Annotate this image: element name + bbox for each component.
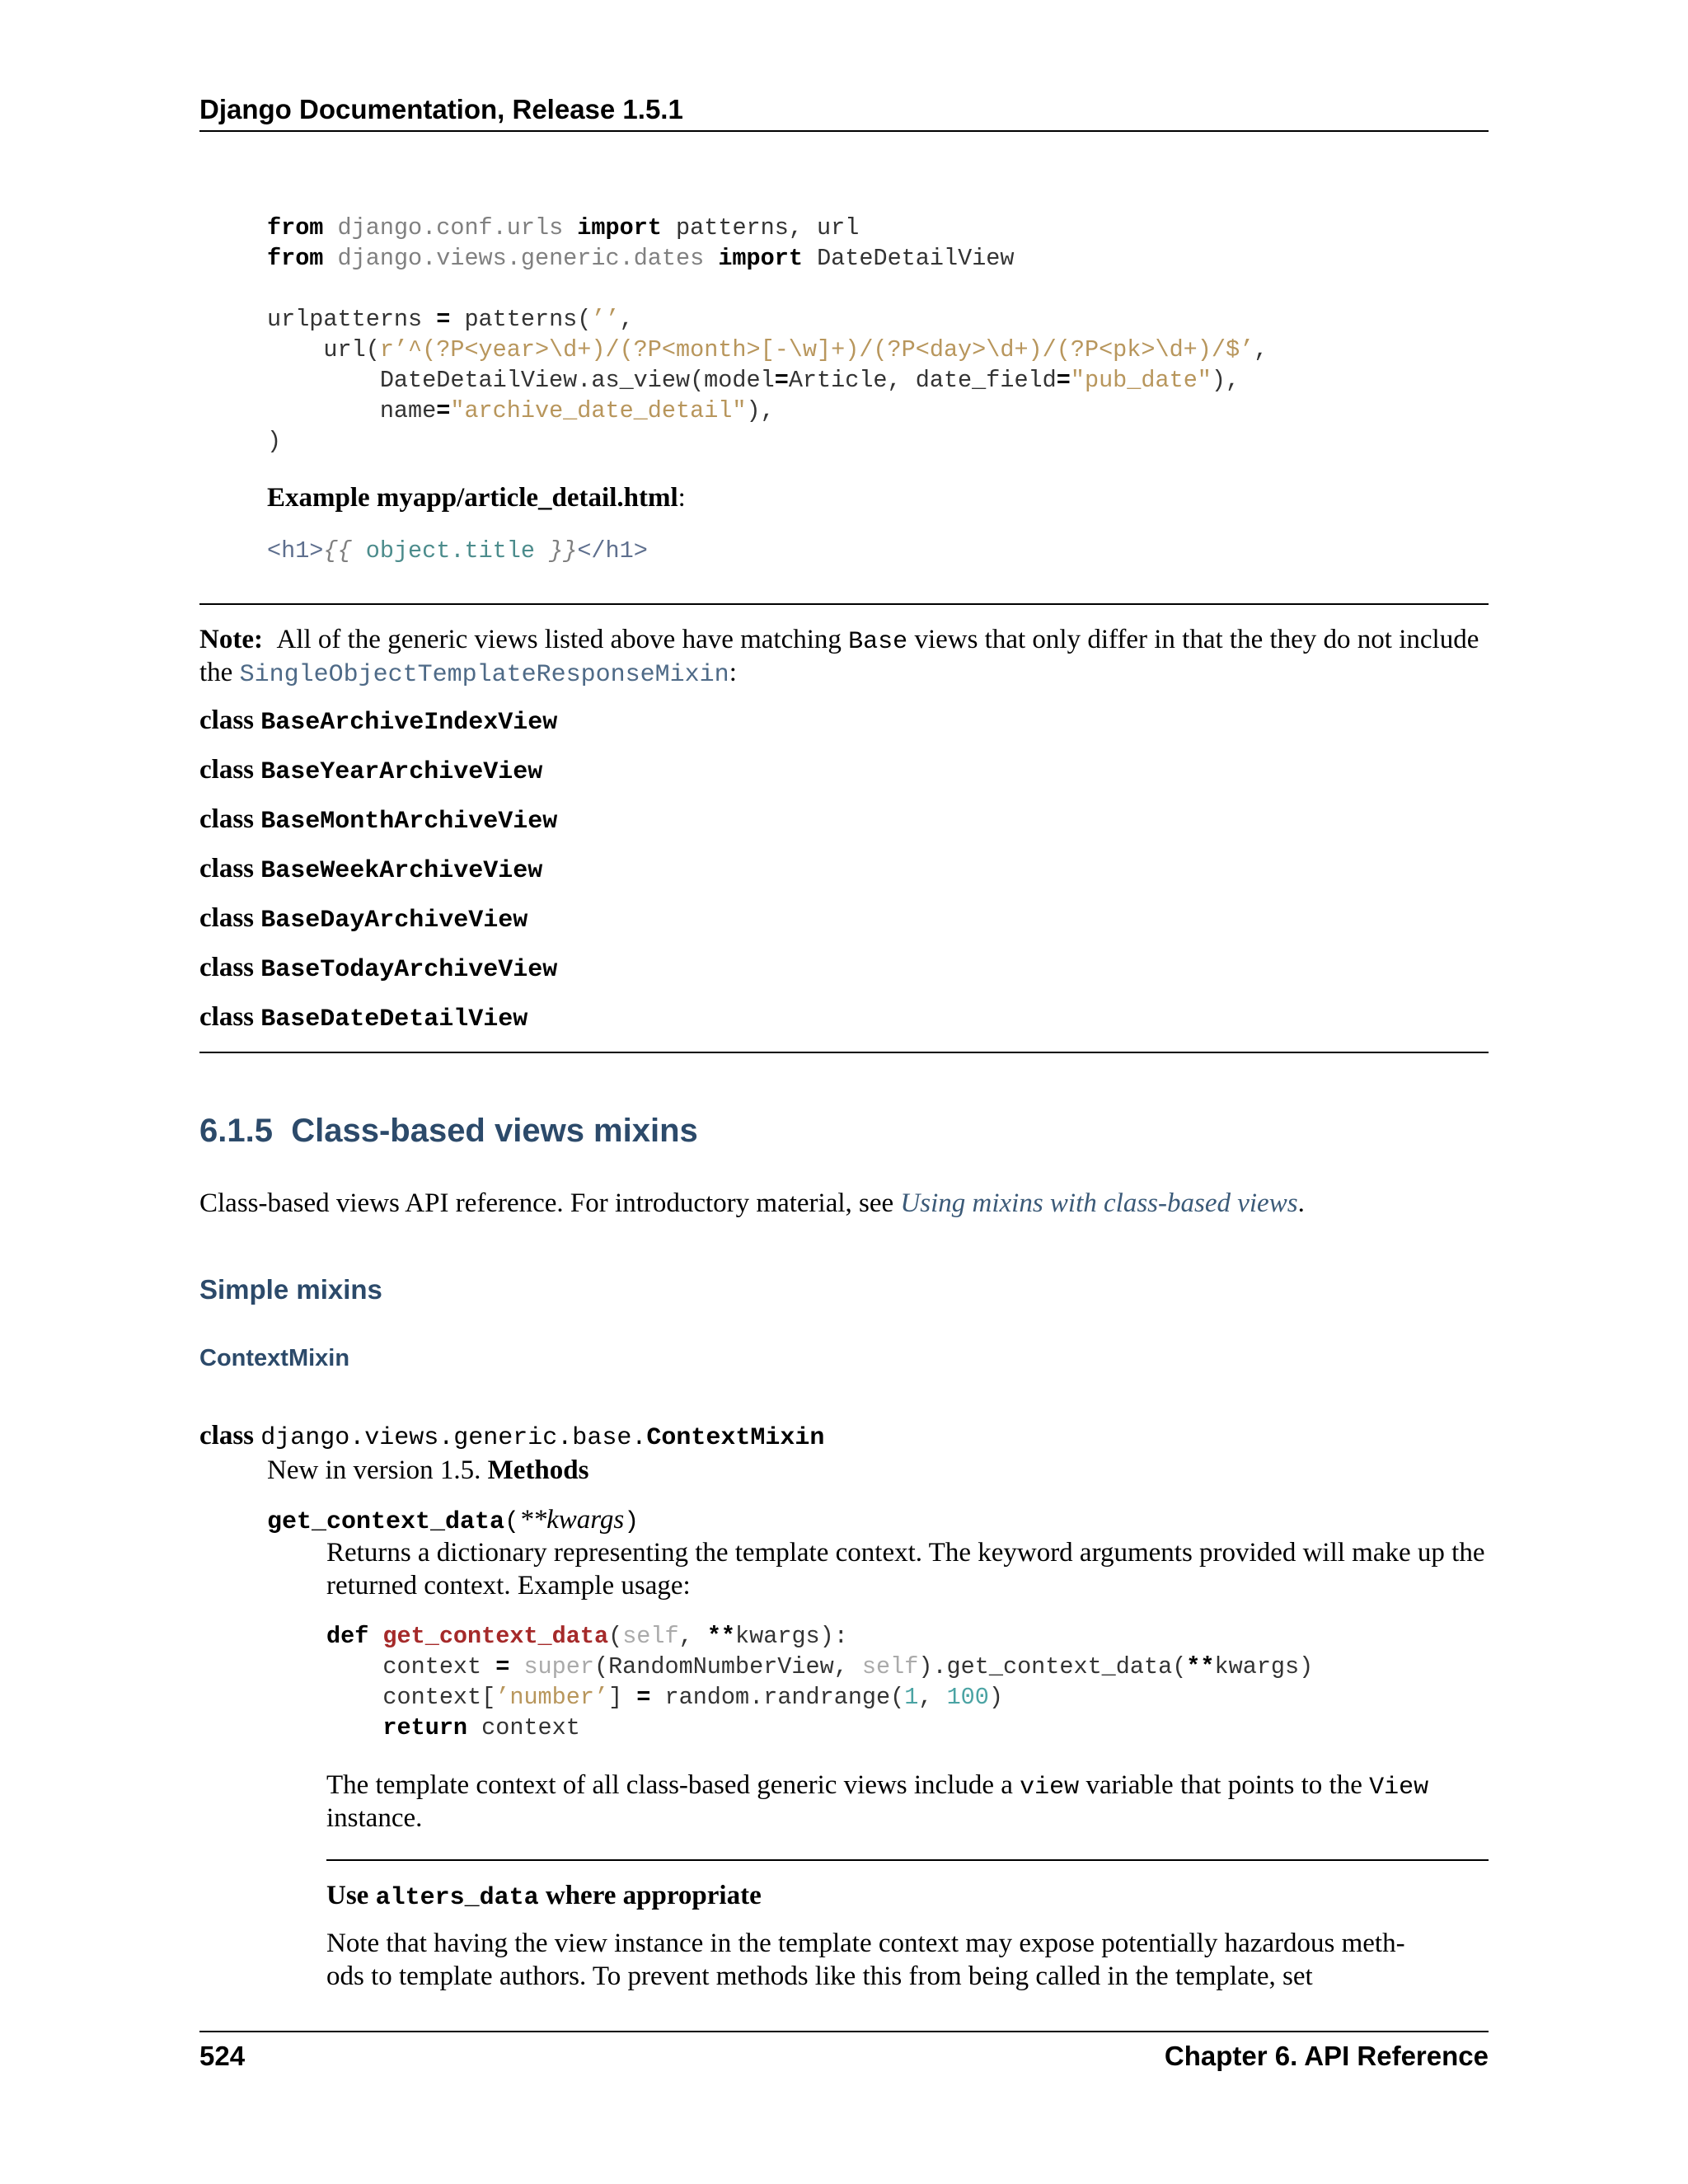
- code-string: ’number’: [495, 1684, 609, 1711]
- code-text: [509, 1653, 523, 1680]
- code-self: self: [861, 1653, 919, 1680]
- example-label-bold: Example myapp/article_detail.html: [267, 483, 678, 513]
- warning-line-1: Note that having the view instance in the template context may expose potentially hazardous meth-: [326, 1929, 1405, 1958]
- code-op: =: [436, 306, 451, 333]
- class-keyword: class: [199, 1002, 254, 1032]
- code-text: ): [988, 1684, 1003, 1711]
- para-context-line-2: instance.: [326, 1803, 423, 1833]
- class-name: BaseDayArchiveView: [260, 907, 528, 935]
- class-name: BaseYearArchiveView: [260, 758, 543, 786]
- note-line-1: [199, 623, 1479, 658]
- code-kw: return: [326, 1714, 468, 1741]
- note-bottom-rule: [199, 1052, 1489, 1053]
- code-text: urlpatterns: [267, 306, 437, 333]
- note-colon: :: [729, 658, 737, 687]
- example-label-colon: :: [678, 483, 686, 513]
- inline-code-view: view: [1020, 1774, 1080, 1802]
- code-text: ,: [619, 306, 634, 333]
- subsubsection-heading: ContextMixin: [199, 1345, 350, 1371]
- code-block-context-example: [326, 1621, 1313, 1743]
- class-keyword: class: [199, 705, 254, 735]
- class-keyword: class: [199, 953, 254, 982]
- code-string: r’^(?P<year>\d+)/(?P<month>[-\w]+)/(?P<day>\d+)/(?P<pk>\d+)/$’: [379, 336, 1254, 363]
- note-line-2: [199, 656, 737, 691]
- section-title: Class-based views mixins: [291, 1113, 698, 1149]
- method-signature: [267, 1503, 639, 1539]
- class-name: BaseWeekArchiveView: [260, 857, 543, 885]
- para-text: variable that points to the: [1085, 1770, 1362, 1800]
- section-intro-end: .: [1297, 1188, 1305, 1218]
- code-string: ’’: [591, 306, 620, 333]
- code-module: django.conf.urls: [337, 214, 564, 241]
- code-template-brace: {{: [323, 537, 352, 565]
- code-string: "archive_date_detail": [450, 397, 747, 424]
- note-text: All of the generic views listed above have matching: [276, 625, 842, 654]
- code-function-name: get_context_data: [382, 1623, 609, 1650]
- method-desc-line-1: Returns a dictionary representing the template context. The keyword arguments provided will make up the: [326, 1538, 1485, 1568]
- code-text: kwargs):: [735, 1623, 848, 1650]
- method-args: **kwargs: [519, 1505, 625, 1535]
- warning-title-code: alters_data: [375, 1884, 539, 1912]
- class-name: ContextMixin: [646, 1424, 825, 1452]
- note-top-rule: [199, 603, 1489, 605]
- header-title: Django Documentation, Release 1.5.1: [199, 94, 683, 124]
- section-heading: [199, 1113, 698, 1150]
- note-code-base: Base: [848, 628, 908, 656]
- code-op: **: [706, 1623, 736, 1650]
- code-text: (RandomNumberView,: [593, 1653, 862, 1680]
- note-text: views that only differ in that the they do not include: [914, 625, 1479, 654]
- class-name: BaseMonthArchiveView: [260, 808, 558, 836]
- note-label: Note:: [199, 625, 263, 654]
- code-kw: import: [577, 214, 662, 241]
- code-template-var: object.title: [351, 537, 550, 565]
- class-keyword: class: [199, 755, 254, 785]
- class-signature: [199, 1421, 824, 1452]
- class-keyword: class: [199, 903, 254, 933]
- section-intro-text: Class-based views API reference. For introductory material, see: [199, 1188, 894, 1218]
- version-note: New in version 1.5.: [267, 1455, 481, 1485]
- version-line: [267, 1454, 588, 1487]
- class-entry: [199, 755, 542, 786]
- code-text: DateDetailView: [817, 245, 1015, 272]
- class-keyword: class: [199, 1421, 254, 1451]
- code-op: =: [636, 1684, 651, 1711]
- warning-title-text: Use: [326, 1881, 369, 1910]
- code-template-brace: }}: [549, 537, 578, 565]
- running-header: [199, 92, 1489, 132]
- class-entry: [199, 854, 542, 885]
- code-text: (: [608, 1623, 623, 1650]
- warning-top-rule: [326, 1859, 1489, 1861]
- document-page: [199, 0, 1489, 2184]
- code-text: context: [326, 1653, 496, 1680]
- code-op: **: [1186, 1653, 1215, 1680]
- class-name: BaseTodayArchiveView: [260, 956, 558, 984]
- code-block-template: [267, 536, 648, 566]
- code-text: random.randrange(: [650, 1684, 905, 1711]
- code-text: ,: [1254, 336, 1268, 363]
- example-label: [267, 481, 686, 514]
- code-text: ),: [1211, 367, 1240, 394]
- code-text: context: [467, 1714, 580, 1741]
- code-op: =: [1056, 367, 1071, 394]
- running-footer: [199, 2031, 1489, 2071]
- method-desc-line-2: returned context. Example usage:: [326, 1571, 691, 1601]
- class-entry: [199, 903, 528, 935]
- code-tag: <h1>: [267, 537, 324, 565]
- chapter-title: Chapter 6. API Reference: [1164, 2041, 1489, 2071]
- code-kw: from: [267, 214, 324, 241]
- code-self: self: [622, 1623, 679, 1650]
- warning-line-2: ods to template authors. To prevent methods like this from being called in the template, set: [326, 1961, 1313, 1991]
- mixins-guide-link[interactable]: Using mixins with class-based views: [900, 1188, 1298, 1218]
- code-module: django.views.generic.dates: [337, 245, 705, 272]
- class-keyword: class: [199, 854, 254, 883]
- code-text: ,: [678, 1623, 707, 1650]
- code-text: ): [267, 428, 282, 455]
- class-entry: [199, 804, 557, 836]
- class-module-path: django.views.generic.base.: [260, 1424, 647, 1452]
- code-op: =: [774, 367, 789, 394]
- method-name: get_context_data: [267, 1508, 505, 1536]
- para-text: The template context of all class-based generic views include a: [326, 1770, 1013, 1800]
- page-number: 524: [199, 2041, 246, 2071]
- code-text: ,: [918, 1684, 947, 1711]
- note-text: the: [199, 658, 233, 687]
- para-context-line-1: [326, 1769, 1428, 1804]
- code-number: 100: [946, 1684, 989, 1711]
- methods-label: Methods: [487, 1455, 589, 1485]
- subsection-heading: Simple mixins: [199, 1274, 382, 1305]
- class-name: BaseArchiveIndexView: [260, 709, 558, 737]
- inline-code-View: View: [1369, 1774, 1429, 1802]
- code-kw: from: [267, 245, 324, 272]
- code-kw: def: [326, 1623, 369, 1650]
- code-text: context[: [326, 1684, 496, 1711]
- code-text: patterns(: [450, 306, 592, 333]
- class-entry: [199, 1002, 528, 1033]
- code-builtin: super: [523, 1653, 594, 1680]
- method-paren: ): [624, 1508, 640, 1536]
- code-block-urlconf: [267, 213, 1268, 457]
- code-text: name: [267, 397, 437, 424]
- code-text: url(: [267, 336, 380, 363]
- code-kw: import: [718, 245, 803, 272]
- class-entry: [199, 953, 557, 984]
- code-text: ),: [746, 397, 775, 424]
- code-text: ).get_context_data(: [918, 1653, 1187, 1680]
- method-paren: (: [504, 1508, 520, 1536]
- code-text: DateDetailView.as_view(model: [267, 367, 775, 394]
- code-text: ]: [608, 1684, 637, 1711]
- warning-title-text: where appropriate: [545, 1881, 762, 1910]
- warning-title: [326, 1879, 762, 1915]
- code-string: "pub_date": [1070, 367, 1212, 394]
- section-number: 6.1.5: [199, 1113, 273, 1149]
- class-name: BaseDateDetailView: [260, 1005, 528, 1033]
- code-text: Article, date_field: [788, 367, 1057, 394]
- code-text: patterns, url: [676, 214, 860, 241]
- code-op: =: [495, 1653, 510, 1680]
- class-entry: [199, 705, 557, 737]
- note-mixin-link[interactable]: SingleObjectTemplateResponseMixin: [239, 661, 729, 689]
- code-number: 1: [904, 1684, 919, 1711]
- code-op: =: [436, 397, 451, 424]
- code-text: kwargs): [1214, 1653, 1314, 1680]
- code-tag: </h1>: [577, 537, 648, 565]
- section-intro: [199, 1187, 1305, 1220]
- class-keyword: class: [199, 804, 254, 834]
